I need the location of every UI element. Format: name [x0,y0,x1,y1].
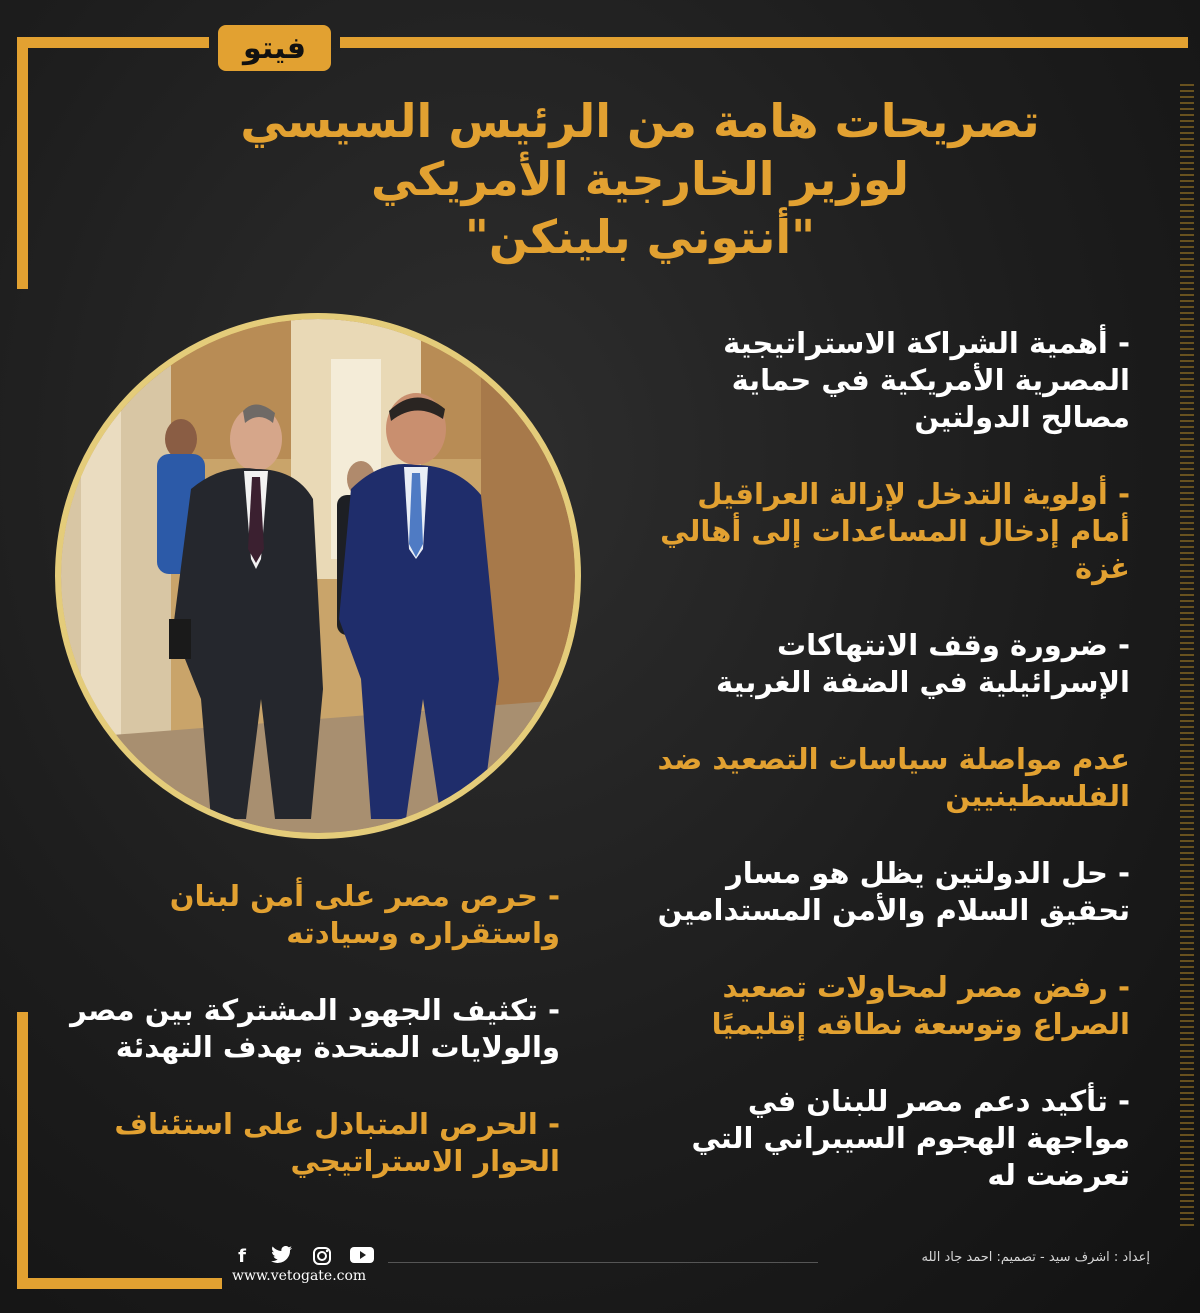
frame-left-bar [17,37,28,289]
title-line-2: لوزير الخارجية الأمريكي [371,152,909,206]
frame-top-bar-right [340,37,1188,48]
statements-left-column [50,878,560,1180]
frame-left-bar-bottom [17,1012,28,1287]
statement-5: - حل الدولتين يظل هو مسار تحقيق السلام والأمن المستدامين [657,856,1130,927]
statement-7: - تأكيد دعم مصر للبنان في مواجهة الهجوم السيبراني التي تعرضت له [691,1084,1130,1192]
frame-bottom-bar [17,1278,222,1289]
statement-8: - حرص مصر على أمن لبنان واستقراره وسيادته [169,879,560,950]
decorative-stripe [1180,80,1194,1230]
statement-2: - أولوية التدخل لإزالة العراقيل أمام إدخال المساعدات إلى أهالي غزة [660,477,1130,585]
facebook-icon[interactable]: f [238,1246,246,1267]
statement-1: - أهمية الشراكة الاستراتيجية المصرية الأمريكية في حماية مصالح الدولتين [723,326,1130,434]
brand-logo: فيتو [218,25,331,71]
statement-4: عدم مواصلة سياسات التصعيد ضد الفلسطينيين [657,742,1130,813]
footer-divider [388,1262,818,1263]
frame-top-bar [17,37,209,48]
title-line-3: "أنتوني بلينكن" [464,210,816,264]
instagram-icon[interactable] [310,1246,334,1268]
leaders-photo [55,313,581,839]
statement-6: - رفض مصر لمحاولات تصعيد الصراع وتوسعة نطاقه إقليميًا [711,970,1130,1041]
statements-right-column [640,325,1130,1194]
social-icons [230,1246,374,1268]
statement-10: - الحرص المتبادل على استئناف الحوار الاستراتيجي [114,1107,560,1178]
title-line-1: تصريحات هامة من الرئيس السيسي [240,94,1040,148]
statement-3: - ضرورة وقف الانتهاكات الإسرائيلية في الضفة الغربية [715,628,1130,699]
youtube-icon[interactable] [350,1246,374,1268]
page-title [200,92,1080,266]
statement-9: - تكثيف الجهود المشتركة بين مصر والولايات المتحدة بهدف التهدئة [70,993,560,1064]
twitter-icon[interactable] [270,1246,294,1268]
website-url[interactable]: www.vetogate.com [232,1268,367,1284]
credits-text: إعداد : اشرف سيد - تصميم: احمد جاد الله [921,1250,1150,1265]
